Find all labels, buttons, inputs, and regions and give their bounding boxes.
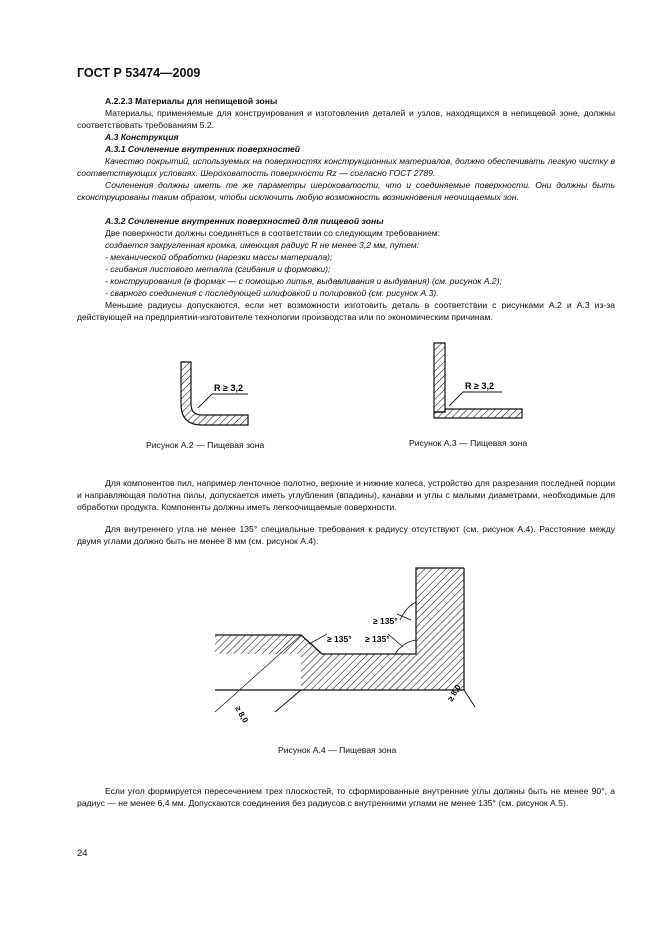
paragraph-three-planes: Если угол формируется пересечением трех плоскостей, то сформированные внутренние углы должны быть не менее 90°, а радиус — не менее 6,4 мм. Допускаются соединения без радиусов с внутренними углами не менее 135° (см. рисунок А.5). xyxy=(77,786,615,808)
section-a223-heading: А.2.2.3 Материалы для непищевой зоны xyxy=(105,96,278,106)
list-item: - сгибания листового металла (сгибания и формовки); xyxy=(105,264,331,274)
figure-a4-dim-1: ≥ 8,0 xyxy=(233,704,250,725)
figure-a3-caption: Рисунок А.3 — Пищевая зона xyxy=(409,438,528,448)
figure-a4-angle-2: ≥ 135° xyxy=(365,634,390,644)
section-a32-requirement: создается закругленная кромка, имеющая радиус R не менее 3,2 мм, путем: xyxy=(105,240,420,250)
figure-a4-caption: Рисунок А.4 — Пищевая зона xyxy=(278,745,397,755)
paragraph-saws: Для компонентов пил, например ленточное полотно, верхние и нижние колеса, устройство для разрезания последней порции и направляющая полотна пилы, допускается иметь углубления (впадины), канавки и углы с малыми диаметрами, необходимые для обработки продукта. Компоненты должны иметь легкоочищаемые поверхности. xyxy=(77,478,615,512)
section-a223-text: Материалы, применяемые для конструирования и изготовления деталей и узлов, находящихся в непищевой зоне, должны соответствовать требованиям 5.2. xyxy=(77,108,615,130)
figure-a3-label: R ≥ 3,2 xyxy=(465,381,494,391)
section-a32-heading: А.3.2 Сочленение внутренних поверхностей для пищевой зоны xyxy=(105,216,384,226)
figure-a2-caption: Рисунок А.2 — Пищевая зона xyxy=(146,440,265,450)
list-item: - конструирования (в формах — с помощью литья, выдавливания и выдувания) (см. рисунок А.2); xyxy=(105,276,502,286)
section-a31-text1: Качество покрытий, используемых на поверхностях конструкционных материалов, должно обеспечивать легкую чистку в соответствующих условиях. Шероховатость поверхности Rz — согласно ГОСТ 2789. xyxy=(77,156,615,178)
section-a32-note: Меньшие радиусы допускаются, если нет возможности изготовить деталь в соответствии с рисунками А.2 и А.3 из-за действующей на предприятии-изготовителе технологии производства или по экономическим причинам. xyxy=(77,300,615,322)
list-item: - сварного соединения с последующей шлифовкой и полировкой (см. рисунок А.3). xyxy=(105,288,439,298)
figure-a2-label: R ≥ 3,2 xyxy=(214,383,243,393)
section-a3-heading: А.3 Конструкция xyxy=(105,132,179,142)
section-a32-intro: Две поверхности должны соединяться в соответствии со следующим требованием: xyxy=(105,228,441,238)
figure-a4-angle-1: ≥ 135° xyxy=(327,634,352,644)
figure-a2-drawing xyxy=(150,352,270,430)
figure-a4-angle-3: ≥ 135° xyxy=(373,616,398,626)
section-a31-heading: А.3.1 Сочленение внутренних поверхностей xyxy=(105,144,301,154)
list-item: - механической обработки (нарезки массы материала); xyxy=(105,252,333,262)
figure-a4-drawing xyxy=(205,562,505,732)
section-a31-text2: Сочленения должны иметь те же параметры шероховатости, что и соединяемые поверхности. Они должны быть сконструированы таким образом, чтобы исключить любую возможность возникновения неочищаемых зон. xyxy=(77,180,615,202)
figure-a4-dim-2: ≥ 8,0 xyxy=(445,683,463,703)
document-header: ГОСТ Р 53474—2009 xyxy=(77,66,201,80)
paragraph-angle: Для внутреннего угла не менее 135° специальные требования к радиусу отсутствуют (см. рисунок А.4). Расстояние между двумя углами должно быть не менее 8 мм (см. рисунок А.4). xyxy=(77,524,615,546)
page-number: 24 xyxy=(77,848,88,859)
figure-a3-drawing xyxy=(418,338,538,428)
